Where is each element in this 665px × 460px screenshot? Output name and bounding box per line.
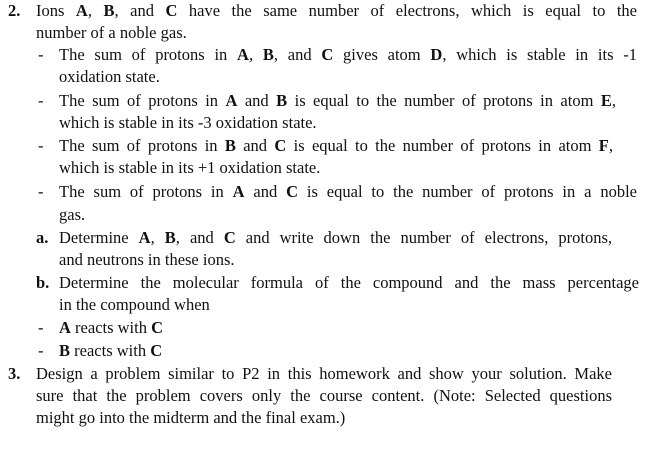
bullet-dash: -: [38, 45, 44, 64]
q3-line-1: Design a problem similar to P2 in this homework and show your solution. Make: [36, 364, 612, 383]
bold-label: B: [59, 341, 71, 360]
part-letter-a: a.: [36, 228, 49, 247]
bold-label: D: [430, 45, 443, 64]
part-a-line-2: and neutrons in these ions.: [59, 250, 235, 269]
bullet-dash: -: [38, 91, 44, 110]
bold-label: B: [224, 136, 236, 155]
part-b-subitem-1: A reacts with C: [59, 318, 164, 337]
bullet-1-line-2: oxidation state.: [59, 67, 160, 86]
part-letter-b: b.: [36, 273, 50, 292]
part-b-line-1: Determine the molecular formula of the compound and the mass percentage: [59, 273, 639, 292]
bold-label: C: [286, 182, 299, 201]
q3-line-3: might go into the midterm and the final exam.): [36, 408, 346, 427]
bold-label: B: [103, 1, 115, 20]
q3-line-2: sure that the problem covers only the course content. (Note: Selected questions: [36, 386, 612, 405]
bold-label: A: [232, 182, 245, 201]
question-number-2: 2.: [8, 1, 21, 20]
bold-label: B: [164, 228, 176, 247]
bullet-dash: -: [38, 136, 44, 155]
bold-label: E: [600, 91, 612, 110]
bold-label: C: [150, 341, 163, 360]
part-b-line-2: in the compound when: [59, 295, 210, 314]
part-a-line-1: Determine A, B, and C and write down the number of electrons, protons,: [59, 228, 613, 247]
bullet-2-line-2: which is stable in its -3 oxidation state.: [59, 113, 317, 132]
bold-label: A: [59, 318, 71, 337]
q2-intro-line-1: Ions A, B, and C have the same number of electrons, which is equal to the: [36, 1, 638, 20]
bullet-4-line-1: The sum of protons in A and C is equal to the number of protons in a noble: [59, 182, 637, 201]
bullet-dash: -: [38, 318, 44, 337]
bold-label: A: [138, 228, 151, 247]
bullet-2-line-1: The sum of protons in A and B is equal to the number of protons in atom E,: [59, 91, 616, 110]
bullet-4-line-2: gas.: [59, 205, 86, 224]
bullet-dash: -: [38, 341, 44, 360]
bold-label: C: [223, 228, 236, 247]
bullet-3-line-1: The sum of protons in B and C is equal to the number of protons in atom F,: [59, 136, 613, 155]
bold-label: B: [276, 91, 288, 110]
bold-label: F: [598, 136, 609, 155]
bullet-dash: -: [38, 182, 44, 201]
bold-label: A: [225, 91, 238, 110]
bold-label: B: [262, 45, 274, 64]
bullet-1-line-1: The sum of protons in A, B, and C gives atom D, which is stable in its -1: [59, 45, 637, 64]
bold-label: C: [274, 136, 287, 155]
q2-intro-line-2: number of a noble gas.: [36, 23, 187, 42]
bold-label: A: [75, 1, 88, 20]
question-number-3: 3.: [8, 364, 21, 383]
bold-label: A: [237, 45, 249, 64]
bold-label: C: [321, 45, 334, 64]
bold-label: C: [165, 1, 178, 20]
bold-label: C: [151, 318, 164, 337]
part-b-subitem-2: B reacts with C: [59, 341, 163, 360]
bullet-3-line-2: which is stable in its +1 oxidation state.: [59, 158, 321, 177]
